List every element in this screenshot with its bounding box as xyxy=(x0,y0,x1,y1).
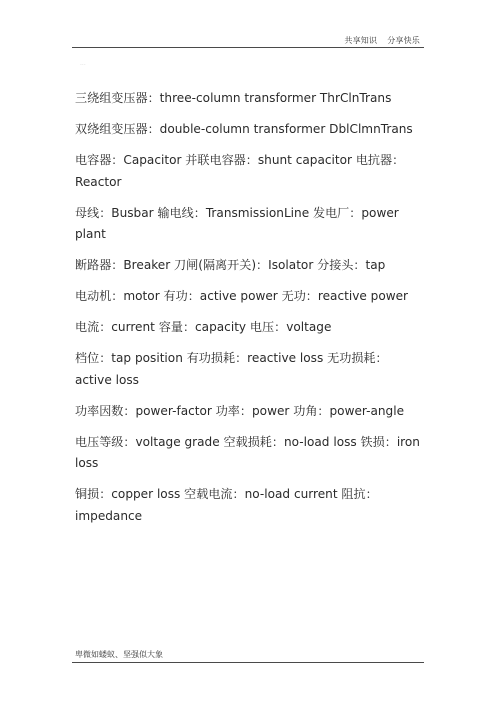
faint-watermark-text: ... xyxy=(80,60,86,67)
glossary-line: 电流：current 容量：capacity 电压：voltage xyxy=(75,320,332,334)
glossary-line: 功率因数：power-factor 功率：power 功角：power-angle xyxy=(75,403,405,418)
glossary-line: 铜损：copper loss 空载电流：no-load current 阻抗：impedance xyxy=(75,487,378,523)
glossary-body xyxy=(75,88,421,537)
footer-divider xyxy=(72,662,424,663)
glossary-line: 电压等级：voltage grade 空载损耗：no-load loss 铁损：iron loss xyxy=(75,434,420,470)
glossary-line: 断路器：Breaker 刀闸(隔离开关)：Isolator 分接头：tap xyxy=(75,258,386,272)
glossary-line: 电容器：Capacitor 并联电容器：shunt capacitor 电抗器：Reactor xyxy=(75,153,405,189)
glossary-line: 电动机：motor 有功：active power 无功：reactive power xyxy=(75,289,409,303)
page-header xyxy=(344,35,420,46)
header-label-left: 共享知识 xyxy=(344,36,378,45)
glossary-line: 母线：Busbar 输电线：TransmissionLine 发电厂：power plant xyxy=(75,205,399,241)
header-label-right: 分享快乐 xyxy=(387,36,420,45)
glossary-line: 双绕组变压器：double-column transformer DblClmnTrans xyxy=(75,122,413,136)
glossary-line: 档位：tap position 有功损耗：reactive loss 无功损耗：active loss xyxy=(75,351,388,387)
glossary-line: 三绕组变压器：three-column transformer ThrClnTrans xyxy=(75,91,392,105)
page-footer-motto: 卑微如蝼蚁、坚强似大象 xyxy=(75,650,163,659)
header-divider xyxy=(72,47,424,48)
